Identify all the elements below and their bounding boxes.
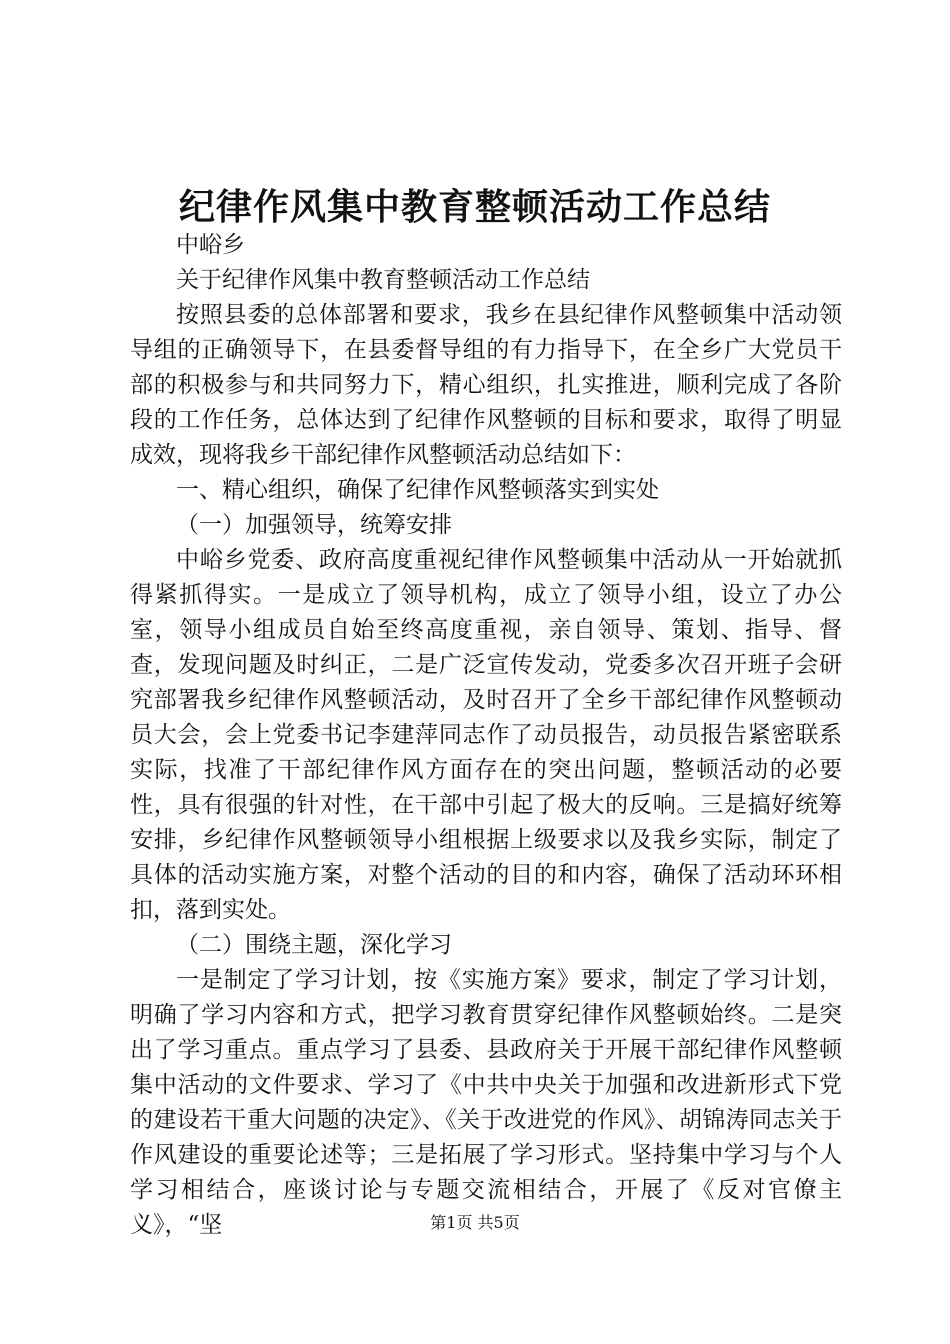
paragraph-intro: 按照县委的总体部署和要求，我乡在县纪律作风整顿集中活动领导组的正确领导下，在县委督导组的有力指导下，在全乡广大党员干部的积极参与和共同努力下，精心组织，扎实推进，顺利完成了各阶段的工作任务，总体达到了纪律作风整顿的目标和要求，取得了明显成效，现将我乡干部纪律作风整顿活动总结如下：: [130, 302, 842, 468]
paragraph-study: 一是制定了学习计划，按《实施方案》要求，制定了学习计划，明确了学习内容和方式，把学习教育贯穿纪律作风整顿始终。二是突出了学习重点。重点学习了县委、县政府关于开展干部纪律作风整顿集中活动的文件要求、学习了《中共中央关于加强和改进新形式下党的建设若干重大问题的决定》、《关于改进党的作风》、胡锦涛同志关于作风建设的重要论述等；三是拓展了学习形式。坚持集中学习与个人学习相结合，座谈讨论与专题交流相结合，开展了《反对官僚主义》，“坚: [130, 967, 842, 1238]
paragraph-author: 中峪乡: [176, 232, 245, 258]
subsection-heading-2: （二）围绕主题，深化学习: [176, 932, 452, 958]
subsection-heading-1: （一）加强领导，统筹安排: [176, 512, 452, 538]
document-body: [130, 228, 842, 1243]
document-title: 纪律作风集中教育整顿活动工作总结: [178, 187, 771, 228]
page-footer: 第1页 共5页: [430, 1213, 520, 1232]
paragraph-leadership: 中峪乡党委、政府高度重视纪律作风整顿集中活动从一开始就抓得紧抓得实。一是成立了领导机构，成立了领导小组，设立了办公室，领导小组成员自始至终高度重视，亲自领导、策划、指导、督查，发现问题及时纠正，二是广泛宣传发动，党委多次召开班子会研究部署我乡纪律作风整顿活动，及时召开了全乡干部纪律作风整顿动员大会，会上党委书记李建萍同志作了动员报告，动员报告紧密联系实际，找准了干部纪律作风方面存在的突出问题，整顿活动的必要性，具有很强的针对性，在干部中引起了极大的反响。三是搞好统筹安排，乡纪律作风整顿领导小组根据上级要求以及我乡实际，制定了具体的活动实施方案，对整个活动的目的和内容，确保了活动环环相扣，落到实处。: [130, 547, 842, 923]
section-heading-1: 一、精心组织，确保了纪律作风整顿落实到实处: [176, 477, 659, 503]
paragraph-subtitle: 关于纪律作风集中教育整顿活动工作总结: [176, 267, 590, 293]
